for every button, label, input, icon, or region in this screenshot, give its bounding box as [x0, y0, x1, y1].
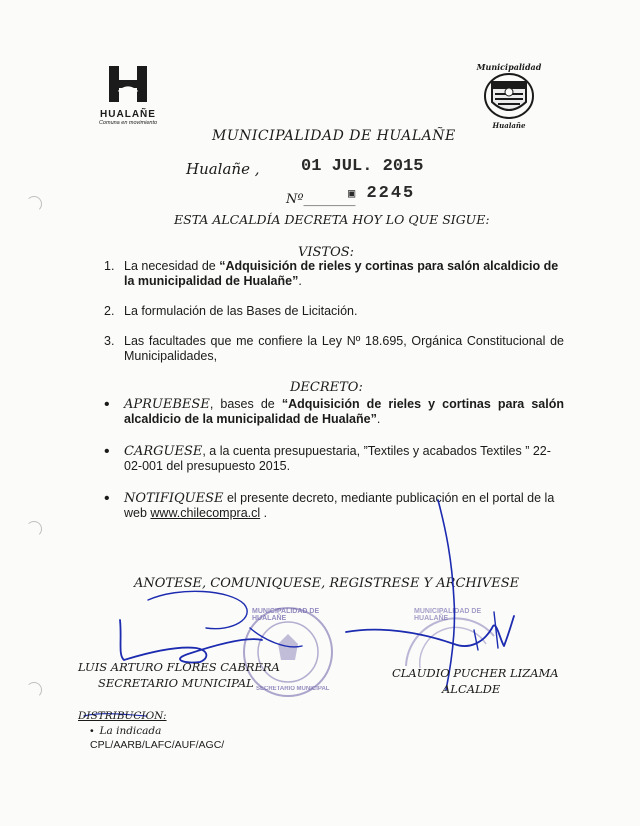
coat-top-text: Municipalidad: [476, 62, 542, 72]
item-bold-text: “Adquisición de rieles y cortinas para salón alcaldicio de la municipalidad de Hualañe”: [124, 397, 564, 426]
logo-name: HUALAÑE: [100, 109, 156, 120]
bullet-icon: •: [104, 443, 110, 460]
item-text: La formulación de las Bases de Licitación.: [124, 304, 358, 318]
document-header-title: MUNICIPALIDAD DE HUALAÑE: [212, 128, 456, 144]
decree-number-label: Nº________: [286, 192, 356, 207]
item-text-end: .: [298, 274, 302, 288]
coat-bottom-text: Hualañe: [492, 121, 526, 130]
item-bold-text: “Adquisición de rieles y cortinas para salón alcaldicio de la municipalidad de Hualañe”: [124, 259, 559, 288]
mayor-name: CLAUDIO PUCHER LIZAMA: [392, 666, 559, 680]
bullet-icon: •: [104, 490, 110, 507]
item-text: La necesidad de: [124, 259, 220, 273]
item-text-end: .: [376, 412, 381, 426]
chilecompra-link[interactable]: www.chilecompra.cl: [150, 506, 261, 520]
place-name: Hualañe ,: [186, 160, 260, 178]
distribution-initials: CPL/AARB/LAFC/AUF/AGC/: [90, 739, 225, 751]
date-stamp: 01 JUL. 2015: [301, 157, 424, 176]
secretary-name: LUIS ARTURO FLORES CABRERA: [78, 660, 280, 674]
seal-text: MUNICIPALIDAD DE HUALAÑE: [252, 608, 320, 622]
item-number: 1.: [104, 259, 115, 273]
number-stamp-glyph: ▣: [348, 187, 367, 201]
keyword: NOTIFIQUESE: [124, 491, 224, 506]
bullet-icon: •: [90, 725, 100, 737]
item-number: 3.: [104, 334, 115, 348]
item-text: Las facultades que me confiere la Ley Nº 18.695, Orgánica Constitucional de Municipalidades,: [124, 334, 564, 363]
vistos-heading: VISTOS:: [298, 245, 355, 260]
seal-bottom-text: SECRETARIO MUNICIPAL: [256, 686, 330, 692]
distribution-item-text: La indicada: [99, 725, 162, 737]
item-number: 2.: [104, 304, 115, 318]
distribution-label: DISTRIBUCION:: [78, 710, 167, 722]
item-text: el presente decreto, mediante publicación en el portal de la web: [124, 491, 555, 520]
closing-statement: ANOTESE, COMUNIQUESE, REGISTRESE Y ARCHIVESE: [134, 576, 520, 591]
item-text: , bases de: [209, 397, 282, 411]
bullet-icon: •: [104, 396, 110, 413]
keyword: CARGUESE: [124, 444, 203, 459]
item-text-end: .: [260, 506, 268, 520]
seal-text: MUNICIPALIDAD DE HUALAÑE: [414, 608, 482, 622]
logo-tagline: Comuna en movimiento: [98, 120, 158, 126]
item-text: , a la cuenta presupuestaria, ”Textiles y acabados Textiles ” 22- 02-001 del presupuesto 2015.: [124, 444, 551, 473]
keyword: APRUEBESE: [124, 397, 210, 412]
decree-intro: ESTA ALCALDÍA DECRETA HOY LO QUE SIGUE:: [174, 212, 490, 227]
decree-number-value: 2245: [366, 184, 416, 203]
distribution-item: [90, 725, 161, 737]
decreto-heading: DECRETO:: [290, 380, 363, 395]
secretary-title: SECRETARIO MUNICIPAL: [98, 676, 254, 690]
mayor-title: ALCALDE: [442, 682, 501, 696]
